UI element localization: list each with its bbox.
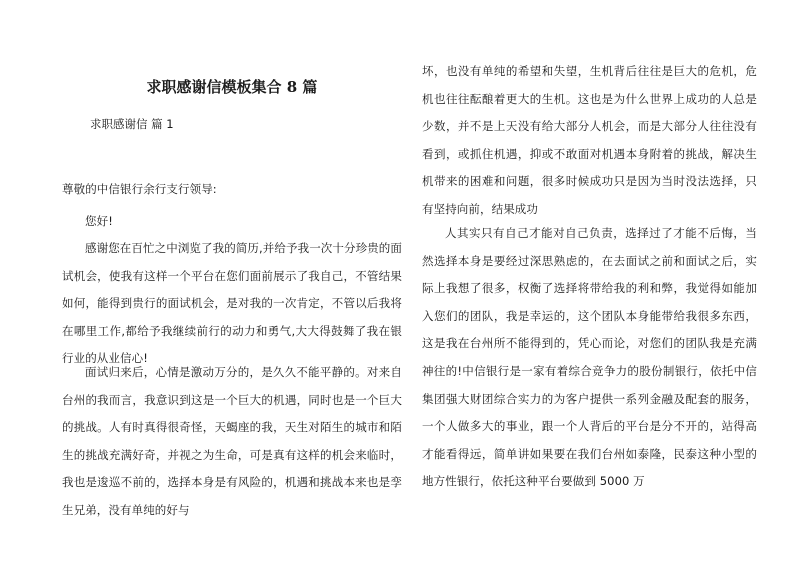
document-title: 求职感谢信模板集合 8 篇: [146, 78, 318, 96]
body-paragraph: 坏，也没有单纯的希望和失望，生机背后往往是巨大的危机，危机也往往酝酿着更大的生机。这也是为什么世界上成功的人总是少数，并不是上天没有给大部分人机会，而是大部分人往往没有看到，或抓住机遇，抑或不敢面对机遇本身附着的挑战，解决生机带来的困难和问题，很多时候成功只是因为当时没法选择，只有坚持向前，结果成功: [422, 64, 757, 216]
greeting: 您好!: [85, 214, 113, 228]
body-paragraph: 感谢您在百忙之中浏览了我的简历,并给予我一次十分珍贵的面试机会，使我有这样一个平台在您们面前展示了我自己，不管结果如何，能得到贵行的面试机会，是对我的一次肯定，不管以后我将在哪里工作,都给予我继续前行的动力和勇气,大大得鼓舞了我在银行业的从业信心!: [62, 241, 402, 366]
salutation: 尊敬的中信银行余行支行领导:: [62, 182, 217, 196]
body-paragraph: 人其实只有自己才能对自己负责，选择过了才能不后悔，当然选择本身是要经过深思熟虑的，在去面试之前和面试之后，实际上我想了很多，权衡了选择将带给我的利和弊，我觉得如能加入您们的团队，我是幸运的，这个团队本身能带给我很多东西，这是我在台州所不能得到的，凭心而论，对您们的团队我是充满神往的!中信银行是一家有着综合竞争力的股份制银行，依托中信集团强大财团综合实力的为客户提供一系列金融及配套的服务，一个人做多大的事业，跟一个人背后的平台是分不开的，站得高才能看得远，简单讲如果要在我们台州如泰隆，民泰这种小型的地方性银行，依托这种平台要做到 5000 万: [422, 226, 757, 489]
body-paragraph: 面试归来后，心情是激动万分的，是久久不能平静的。对来自台州的我而言，我意识到这是一个巨大的机遇，同时也是一个巨大的挑战。人有时真得很奇怪，天蝎座的我，天生对陌生的城市和陌生的挑战充满好奇，并视之为生命，可是真有这样的机会来临时，我也是逡巡不前的，选择本身是有风险的，机遇和挑战本来也是孪生兄弟，没有单纯的好与: [62, 365, 402, 517]
document-subtitle: 求职感谢信 篇 1: [90, 117, 174, 131]
